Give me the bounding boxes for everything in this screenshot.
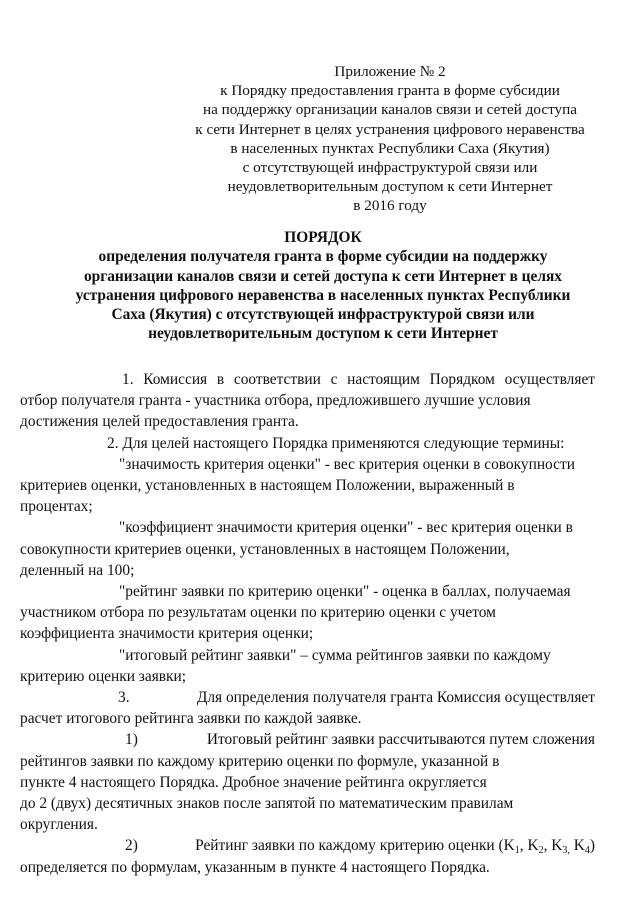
text-line: отбор получателя гранта - участника отбора, предложившего лучшие условия [20, 392, 531, 410]
text-line: 1. Комиссия в соответствии с настоящим Порядком осуществляет [122, 371, 595, 388]
term-1-line: процентах; [20, 498, 93, 516]
title-heading: ПОРЯДОК [284, 229, 362, 246]
term-3-line: коэффициента значимости критерия оценки; [20, 625, 314, 643]
title-line: неудовлетворительным доступом к сети Интернет [148, 325, 498, 343]
appendix-line: Приложение № 2 [334, 63, 446, 80]
title-line: устранения цифрового неравенства в населенных пунктах Республики [75, 286, 571, 304]
appendix-line: на поддержку организации каналов связи и сетей доступа [202, 101, 577, 119]
text-line: Итоговый рейтинг заявки рассчитываются путем сложения [206, 731, 595, 749]
appendix-line: к сети Интернет в целях устранения цифрового неравенства [195, 120, 585, 138]
term-1-line: "значимость критерия оценки" - вес критерия оценки в совокупности [119, 455, 575, 473]
term-3-line: "рейтинг заявки по критерию оценки" - оценка в баллах, получаемая [119, 583, 571, 601]
appendix-line: в 2016 году [353, 197, 427, 215]
text-line: до 2 (двух) десятичных знаков после запятой по математическим правилам [20, 795, 514, 813]
appendix-line: с отсутствующей инфраструктурой связи или [242, 159, 538, 177]
text-line: рейтингов заявки по каждому критерию оценки по формуле, указанной в [20, 752, 500, 770]
term-2-line: "коэффициент значимости критерия оценки" - вес критерия оценки в [119, 519, 573, 537]
document-body [20, 369, 595, 878]
paragraph-3-number: 3. [118, 689, 130, 707]
paragraph-3 [118, 687, 595, 708]
appendix-line: к Порядку предоставления гранта в форме субсидии [220, 82, 560, 100]
subpoint-1-number: 1) [125, 731, 138, 749]
appendix-line: в населенных пунктах Республики Саха (Якутия) [230, 139, 550, 157]
title-line: определения получателя гранта в форме субсидии на поддержку [98, 248, 548, 266]
subpoint-2-number: 2) [125, 837, 138, 855]
text-line: определяется по формулам, указанным в пункте 4 настоящего Порядка. [20, 858, 490, 876]
term-2-line: деленный на 100; [20, 561, 135, 579]
term-1-line: критериев оценки, установленных в настоящем Положении, выраженный в [20, 477, 515, 495]
subpoint-2 [125, 835, 595, 856]
subscript: 3, [562, 845, 570, 857]
text-fragment: , K [519, 837, 539, 855]
subscript: 1 [514, 845, 520, 857]
appendix-header [180, 62, 600, 216]
term-4-line: "итоговый рейтинг заявки" – сумма рейтингов заявки по каждому [119, 646, 551, 664]
text-fragment: Рейтинг заявки по каждому критерию оценки (K [195, 837, 515, 855]
term-4-line: критерию оценки заявки; [20, 667, 187, 685]
text-fragment: ) [589, 837, 595, 855]
text-fragment: , K [543, 837, 563, 855]
term-2-line: совокупности критериев оценки, установленных в настоящем Положении, [20, 540, 510, 558]
paragraph-2: 2. Для целей настоящего Порядка применяются следующие термины: [107, 434, 565, 452]
document-title [70, 228, 576, 344]
subscript: 4 [584, 845, 590, 857]
text-line: расчет итогового рейтинга заявки по каждой заявке. [20, 710, 362, 728]
paragraph-1 [0, 369, 595, 390]
text-line: пункте 4 настоящего Порядка. Дробное значение рейтинга округляется [20, 773, 487, 791]
term-3-line: участником отбора по результатам оценки по критерию оценки с учетом [20, 604, 496, 622]
text-line [195, 835, 595, 856]
subpoint-1 [125, 729, 595, 750]
text-line: Для определения получателя гранта Комиссия осуществляет [196, 689, 595, 707]
title-line: Саха (Якутия) с отсутствующей инфраструктурой связи или [111, 306, 535, 324]
subscript: 2 [538, 845, 544, 857]
title-line: организации каналов связи и сетей доступа к сети Интернет в целях [83, 267, 562, 285]
text-line: округления. [20, 816, 98, 834]
text-fragment: K [569, 837, 585, 855]
text-line: достижения целей предоставления гранта. [20, 413, 299, 431]
appendix-line: неудовлетворительным доступом к сети Интернет [227, 178, 553, 196]
